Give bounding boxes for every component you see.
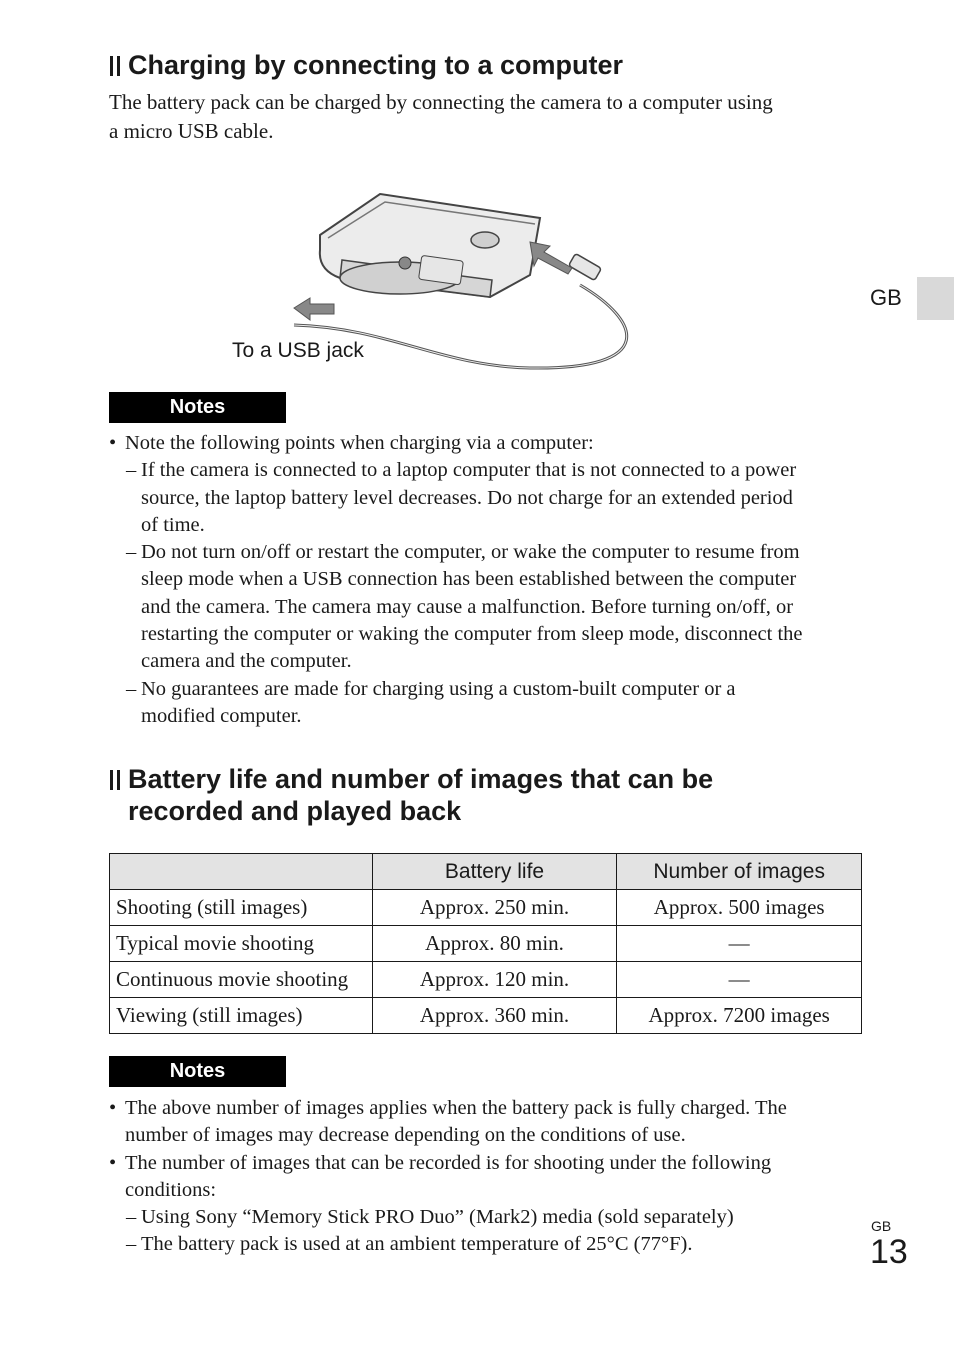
intro-line-2: a micro USB cable. (109, 119, 274, 143)
note-item: • Note the following points when charging via a computer: (109, 430, 869, 457)
note-subitem-cont: modified computer. (141, 704, 302, 727)
battery-life-table (109, 853, 862, 1034)
table-row (110, 962, 862, 998)
note-subitem: – No guarantees are made for charging using a custom-built computer or a (109, 676, 869, 703)
intro-line-1: The battery pack can be charged by connecting the camera to a computer using (109, 90, 773, 114)
notes-list-battery (109, 1095, 869, 1259)
note-subitem: – The battery pack is used at an ambient temperature of 25°C (77°F). (109, 1231, 869, 1258)
notes-header: Notes (109, 1056, 286, 1087)
table-cell: Approx. 80 min. (372, 926, 617, 962)
section-title-battery-life (128, 763, 713, 827)
table-cell: Shooting (still images) (110, 890, 373, 926)
section-title-line-1: Battery life and number of images that can be (128, 764, 714, 794)
page-code: GB (871, 1218, 892, 1234)
note-item: • The above number of images applies when the battery pack is fully charged. The (109, 1095, 869, 1122)
heading-marker (110, 770, 120, 790)
table-row (110, 998, 862, 1034)
note-item-cont: conditions: (125, 1178, 217, 1201)
note-subitem-cont: sleep mode when a USB connection has been established between the computer (141, 568, 797, 591)
side-tab-label: GB (870, 285, 902, 310)
note-subitem-cont: restarting the computer or waking the computer from sleep mode, disconnect the (141, 623, 803, 646)
table-row (110, 890, 862, 926)
table-cell: Approx. 250 min. (372, 890, 617, 926)
note-subitem: – Do not turn on/off or restart the computer, or wake the computer to resume from (109, 539, 869, 566)
notes-header: Notes (109, 392, 286, 423)
note-subitem-cont: source, the laptop battery level decreases. Do not charge for an extended period (141, 486, 793, 509)
table-cell: Approx. 120 min. (372, 962, 617, 998)
figure-label-usb-jack: To a USB jack (232, 339, 364, 362)
table-header-cell: Battery life (372, 854, 617, 890)
note-item: • The number of images that can be recorded is for shooting under the following (109, 1150, 869, 1177)
table-row (110, 926, 862, 962)
table-header-cell: Number of images (617, 854, 862, 890)
note-subitem: – Using Sony “Memory Stick PRO Duo” (Mark2) media (sold separately) (109, 1204, 869, 1231)
note-subitem-cont: and the camera. The camera may cause a malfunction. Before turning on/off, or (141, 595, 794, 618)
table-cell: Viewing (still images) (110, 998, 373, 1034)
table-cell: Typical movie shooting (110, 926, 373, 962)
section-title-charging: Charging by connecting to a computer (128, 50, 624, 80)
page-number: 13 (870, 1233, 908, 1271)
intro-paragraph (109, 88, 869, 146)
section-title-line-2: recorded and played back (128, 796, 462, 826)
table-cell: Approx. 360 min. (372, 998, 617, 1034)
heading-marker (110, 56, 120, 76)
note-subitem-cont: camera and the computer. (141, 650, 352, 673)
table-cell: Approx. 7200 images (617, 998, 862, 1034)
table-cell: — (617, 926, 862, 962)
table-cell: — (617, 962, 862, 998)
note-subitem: – If the camera is connected to a laptop computer that is not connected to a power (109, 457, 869, 484)
table-cell: Approx. 500 images (617, 890, 862, 926)
notes-list-charging (109, 430, 869, 730)
table-cell: Continuous movie shooting (110, 962, 373, 998)
note-item-cont: number of images may decrease depending on the conditions of use. (125, 1124, 686, 1147)
table-header-cell (110, 854, 373, 890)
note-subitem-cont: of time. (141, 513, 205, 536)
side-tab (917, 277, 954, 320)
table-header-row (110, 854, 862, 890)
